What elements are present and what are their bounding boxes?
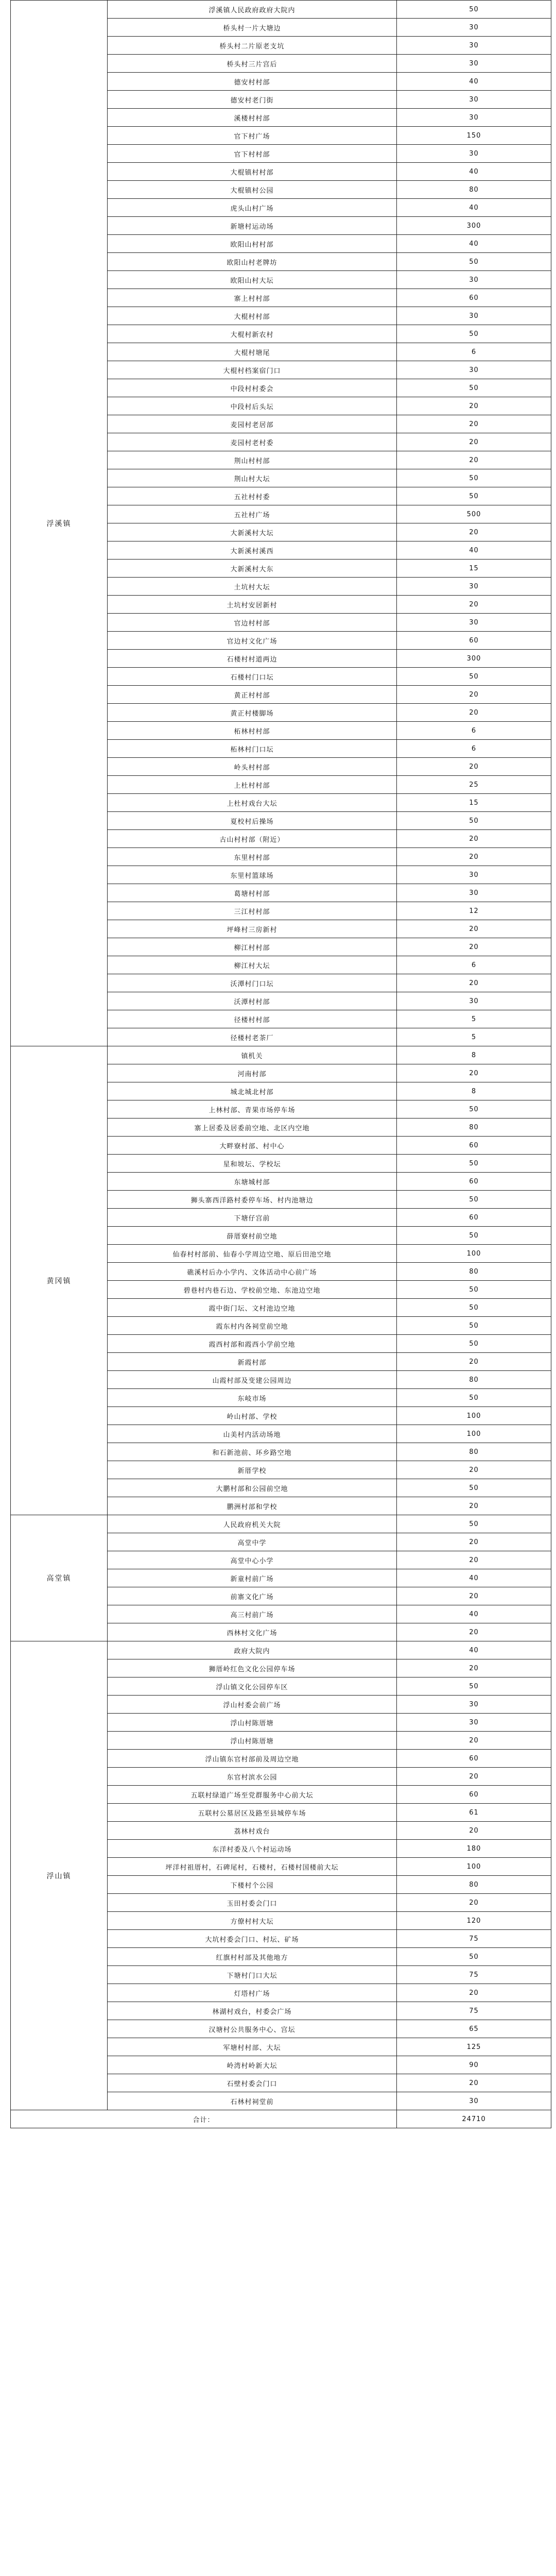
place-cell: 大棍村村部 bbox=[108, 307, 397, 325]
place-cell: 沃潭村门口坛 bbox=[108, 974, 397, 992]
count-cell: 30 bbox=[397, 19, 551, 37]
count-cell: 8 bbox=[397, 1082, 551, 1100]
count-cell: 20 bbox=[397, 1461, 551, 1479]
place-cell: 狮头寨西洋路村委停车场、村内池塘边 bbox=[108, 1191, 397, 1209]
count-cell: 30 bbox=[397, 271, 551, 289]
town-cell: 浮溪镇 bbox=[11, 1, 108, 1046]
count-cell: 15 bbox=[397, 794, 551, 812]
place-cell: 官边村村部 bbox=[108, 614, 397, 632]
place-cell: 高堂中心小学 bbox=[108, 1551, 397, 1569]
count-cell: 20 bbox=[397, 920, 551, 938]
count-cell: 30 bbox=[397, 2092, 551, 2110]
count-cell: 20 bbox=[397, 1623, 551, 1641]
town-cell: 浮山镇 bbox=[11, 1641, 108, 2110]
count-cell: 50 bbox=[397, 1677, 551, 1696]
place-cell: 麦园村老居部 bbox=[108, 415, 397, 433]
place-cell: 西林村文化广场 bbox=[108, 1623, 397, 1641]
place-cell: 欧阳山村村部 bbox=[108, 235, 397, 253]
place-cell: 大鹏村部和公园前空地 bbox=[108, 1479, 397, 1497]
count-cell: 50 bbox=[397, 1948, 551, 1966]
count-cell: 50 bbox=[397, 668, 551, 686]
place-cell: 大新溪村大坛 bbox=[108, 523, 397, 541]
count-cell: 75 bbox=[397, 1966, 551, 1984]
place-cell: 鹏洲村部和学校 bbox=[108, 1497, 397, 1515]
count-cell: 20 bbox=[397, 1659, 551, 1677]
place-cell: 汉塘村公共服务中心、宫坛 bbox=[108, 2020, 397, 2038]
total-label: 合计： bbox=[11, 2110, 397, 2128]
place-cell: 上杜村戏台大坛 bbox=[108, 794, 397, 812]
place-cell: 桥头村二片原老支坑 bbox=[108, 37, 397, 55]
count-cell: 20 bbox=[397, 704, 551, 722]
count-cell: 90 bbox=[397, 2056, 551, 2074]
place-cell: 荔林村戏台 bbox=[108, 1822, 397, 1840]
place-cell: 欧阳山村大坛 bbox=[108, 271, 397, 289]
place-cell: 中段村村委会 bbox=[108, 379, 397, 397]
count-cell: 20 bbox=[397, 1768, 551, 1786]
count-cell: 80 bbox=[397, 1263, 551, 1281]
count-cell: 30 bbox=[397, 145, 551, 163]
count-cell: 60 bbox=[397, 1209, 551, 1227]
count-cell: 180 bbox=[397, 1840, 551, 1858]
place-cell: 林湖村戏台，村委会广场 bbox=[108, 2002, 397, 2020]
count-cell: 50 bbox=[397, 487, 551, 505]
place-cell: 河南村部 bbox=[108, 1064, 397, 1082]
count-cell: 60 bbox=[397, 632, 551, 650]
place-cell: 镇机关 bbox=[108, 1046, 397, 1064]
place-cell: 石林村祠堂前 bbox=[108, 2092, 397, 2110]
place-cell: 径楼村村部 bbox=[108, 1010, 397, 1028]
count-cell: 20 bbox=[397, 938, 551, 956]
town-cell: 高堂镇 bbox=[11, 1515, 108, 1641]
table-row bbox=[11, 1046, 551, 1064]
place-cell: 碧巷村内巷石边、学校前空地、东池边空地 bbox=[108, 1281, 397, 1299]
place-cell: 山美村内活动场地 bbox=[108, 1425, 397, 1443]
count-cell: 80 bbox=[397, 1118, 551, 1137]
count-cell: 30 bbox=[397, 55, 551, 73]
count-cell: 50 bbox=[397, 1335, 551, 1353]
place-cell: 浮溪镇人民政府政府大院内 bbox=[108, 1, 397, 19]
place-cell: 岭山村部、学校 bbox=[108, 1407, 397, 1425]
place-cell: 径楼村老茶厂 bbox=[108, 1028, 397, 1046]
count-cell: 60 bbox=[397, 1750, 551, 1768]
count-cell: 20 bbox=[397, 1353, 551, 1371]
count-cell: 30 bbox=[397, 307, 551, 325]
count-cell: 20 bbox=[397, 1587, 551, 1605]
place-cell: 坪洋村祖厝村，石碑尾村，石楼村，石楼村国楼前大坛 bbox=[108, 1858, 397, 1876]
place-cell: 浮山镇东官村部前及周边空地 bbox=[108, 1750, 397, 1768]
count-cell: 40 bbox=[397, 199, 551, 217]
count-cell: 20 bbox=[397, 1533, 551, 1551]
count-cell: 20 bbox=[397, 1984, 551, 2002]
count-cell: 20 bbox=[397, 686, 551, 704]
place-cell: 大新溪村大东 bbox=[108, 560, 397, 578]
count-cell: 20 bbox=[397, 596, 551, 614]
count-cell: 30 bbox=[397, 109, 551, 127]
place-cell: 红旗村村部及其他地方 bbox=[108, 1948, 397, 1966]
place-cell: 大棍镇村公园 bbox=[108, 181, 397, 199]
place-cell: 桥头村三片宫后 bbox=[108, 55, 397, 73]
count-cell: 20 bbox=[397, 1064, 551, 1082]
count-cell: 300 bbox=[397, 217, 551, 235]
count-cell: 100 bbox=[397, 1407, 551, 1425]
place-cell: 新霞村部 bbox=[108, 1353, 397, 1371]
place-cell: 柳江村大坛 bbox=[108, 956, 397, 974]
count-cell: 150 bbox=[397, 127, 551, 145]
count-cell: 80 bbox=[397, 1876, 551, 1894]
place-cell: 下塘村门口大坛 bbox=[108, 1966, 397, 1984]
place-cell: 寨上村村部 bbox=[108, 289, 397, 307]
place-cell: 新童村前广场 bbox=[108, 1569, 397, 1587]
place-cell: 柘林村门口坛 bbox=[108, 740, 397, 758]
place-cell: 夏校村后操场 bbox=[108, 812, 397, 830]
count-cell: 20 bbox=[397, 415, 551, 433]
place-cell: 东塘城村部 bbox=[108, 1173, 397, 1191]
parking-table bbox=[10, 0, 551, 2128]
count-cell: 30 bbox=[397, 37, 551, 55]
place-cell: 下楼村个公园 bbox=[108, 1876, 397, 1894]
town-cell: 黄冈镇 bbox=[11, 1046, 108, 1515]
count-cell: 6 bbox=[397, 740, 551, 758]
count-cell: 60 bbox=[397, 1137, 551, 1155]
count-cell: 500 bbox=[397, 505, 551, 523]
place-cell: 上林村部、青果市场停车场 bbox=[108, 1100, 397, 1118]
place-cell: 霞中街门坛、文村池边空地 bbox=[108, 1299, 397, 1317]
place-cell: 石壁村委会门口 bbox=[108, 2074, 397, 2092]
place-cell: 岭湾村岭新大坛 bbox=[108, 2056, 397, 2074]
place-cell: 葛塘村村部 bbox=[108, 884, 397, 902]
count-cell: 50 bbox=[397, 1479, 551, 1497]
place-cell: 浮山镇文化公园停车区 bbox=[108, 1677, 397, 1696]
place-cell: 上杜村村部 bbox=[108, 776, 397, 794]
place-cell: 中段村后头坛 bbox=[108, 397, 397, 415]
place-cell: 下塘仔宫前 bbox=[108, 1209, 397, 1227]
count-cell: 30 bbox=[397, 361, 551, 379]
count-cell: 40 bbox=[397, 163, 551, 181]
place-cell: 浮山村委会前广场 bbox=[108, 1696, 397, 1714]
place-cell: 浮山村陈厝塘 bbox=[108, 1714, 397, 1732]
count-cell: 20 bbox=[397, 1894, 551, 1912]
count-cell: 50 bbox=[397, 1191, 551, 1209]
place-cell: 大棍村塘尾 bbox=[108, 343, 397, 361]
total-row bbox=[11, 2110, 551, 2128]
place-cell: 溪楼村村部 bbox=[108, 109, 397, 127]
place-cell: 三江村村部 bbox=[108, 902, 397, 920]
place-cell: 仙春村村部前、仙春小学周边空地、原后田池空地 bbox=[108, 1245, 397, 1263]
place-cell: 石楼村门口坛 bbox=[108, 668, 397, 686]
count-cell: 40 bbox=[397, 1605, 551, 1623]
count-cell: 5 bbox=[397, 1028, 551, 1046]
place-cell: 土坑村大坛 bbox=[108, 578, 397, 596]
count-cell: 20 bbox=[397, 397, 551, 415]
count-cell: 60 bbox=[397, 1786, 551, 1804]
place-cell: 岭头村村部 bbox=[108, 758, 397, 776]
place-cell: 和石新池前、环乡路空地 bbox=[108, 1443, 397, 1461]
place-cell: 东岐市场 bbox=[108, 1389, 397, 1407]
count-cell: 6 bbox=[397, 722, 551, 740]
place-cell: 霞东村内各祠堂前空地 bbox=[108, 1317, 397, 1335]
place-cell: 荆山村村部 bbox=[108, 451, 397, 469]
count-cell: 50 bbox=[397, 812, 551, 830]
place-cell: 山霞村部及变建公园周边 bbox=[108, 1371, 397, 1389]
place-cell: 黄正村村部 bbox=[108, 686, 397, 704]
count-cell: 6 bbox=[397, 343, 551, 361]
place-cell: 大坑村委会门口、村坛、矿场 bbox=[108, 1930, 397, 1948]
count-cell: 50 bbox=[397, 1100, 551, 1118]
place-cell: 土坑村安居新村 bbox=[108, 596, 397, 614]
place-cell: 狮厝岭红色文化公园停车场 bbox=[108, 1659, 397, 1677]
place-cell: 石楼村村道两边 bbox=[108, 650, 397, 668]
count-cell: 40 bbox=[397, 541, 551, 560]
count-cell: 20 bbox=[397, 523, 551, 541]
count-cell: 30 bbox=[397, 1714, 551, 1732]
place-cell: 玉田村委会门口 bbox=[108, 1894, 397, 1912]
place-cell: 荆山村大坛 bbox=[108, 469, 397, 487]
count-cell: 50 bbox=[397, 1155, 551, 1173]
count-cell: 50 bbox=[397, 1227, 551, 1245]
count-cell: 20 bbox=[397, 1551, 551, 1569]
count-cell: 20 bbox=[397, 433, 551, 451]
place-cell: 人民政府机关大院 bbox=[108, 1515, 397, 1533]
count-cell: 40 bbox=[397, 235, 551, 253]
count-cell: 30 bbox=[397, 91, 551, 109]
place-cell: 古山村村部（附近） bbox=[108, 830, 397, 848]
count-cell: 80 bbox=[397, 1443, 551, 1461]
place-cell: 桥头村一片大塘边 bbox=[108, 19, 397, 37]
count-cell: 20 bbox=[397, 1732, 551, 1750]
count-cell: 20 bbox=[397, 758, 551, 776]
count-cell: 60 bbox=[397, 289, 551, 307]
count-cell: 20 bbox=[397, 1822, 551, 1840]
place-cell: 霞西村部和霞西小学前空地 bbox=[108, 1335, 397, 1353]
count-cell: 6 bbox=[397, 956, 551, 974]
place-cell: 前寨文化广场 bbox=[108, 1587, 397, 1605]
place-cell: 高三村前广场 bbox=[108, 1605, 397, 1623]
count-cell: 50 bbox=[397, 1515, 551, 1533]
place-cell: 薛厝寮村前空地 bbox=[108, 1227, 397, 1245]
count-cell: 20 bbox=[397, 1497, 551, 1515]
place-cell: 德安村村部 bbox=[108, 73, 397, 91]
count-cell: 30 bbox=[397, 614, 551, 632]
count-cell: 30 bbox=[397, 1696, 551, 1714]
total-value: 24710 bbox=[397, 2110, 551, 2128]
count-cell: 100 bbox=[397, 1858, 551, 1876]
count-cell: 30 bbox=[397, 884, 551, 902]
count-cell: 50 bbox=[397, 1281, 551, 1299]
place-cell: 大棍镇村村部 bbox=[108, 163, 397, 181]
count-cell: 100 bbox=[397, 1245, 551, 1263]
place-cell: 虎头山村广场 bbox=[108, 199, 397, 217]
place-cell: 德安村老门街 bbox=[108, 91, 397, 109]
count-cell: 40 bbox=[397, 1641, 551, 1659]
place-cell: 大棍村新农村 bbox=[108, 325, 397, 343]
place-cell: 大畔寮村部、村中心 bbox=[108, 1137, 397, 1155]
count-cell: 15 bbox=[397, 560, 551, 578]
count-cell: 100 bbox=[397, 1425, 551, 1443]
count-cell: 60 bbox=[397, 1173, 551, 1191]
count-cell: 20 bbox=[397, 974, 551, 992]
place-cell: 麦园村老村委 bbox=[108, 433, 397, 451]
place-cell: 五联村公墓居区及路至县城停车场 bbox=[108, 1804, 397, 1822]
place-cell: 浮山村陈厝塘 bbox=[108, 1732, 397, 1750]
count-cell: 20 bbox=[397, 451, 551, 469]
count-cell: 50 bbox=[397, 1, 551, 19]
count-cell: 30 bbox=[397, 992, 551, 1010]
table-row bbox=[11, 1515, 551, 1533]
place-cell: 东里村村部 bbox=[108, 848, 397, 866]
count-cell: 50 bbox=[397, 1299, 551, 1317]
place-cell: 沃潭村村部 bbox=[108, 992, 397, 1010]
count-cell: 50 bbox=[397, 379, 551, 397]
count-cell: 30 bbox=[397, 578, 551, 596]
place-cell: 官下村村部 bbox=[108, 145, 397, 163]
count-cell: 30 bbox=[397, 866, 551, 884]
count-cell: 120 bbox=[397, 1912, 551, 1930]
place-cell: 星和坡坛、学校坛 bbox=[108, 1155, 397, 1173]
count-cell: 61 bbox=[397, 1804, 551, 1822]
count-cell: 20 bbox=[397, 848, 551, 866]
place-cell: 政府大院内 bbox=[108, 1641, 397, 1659]
count-cell: 80 bbox=[397, 1371, 551, 1389]
count-cell: 20 bbox=[397, 830, 551, 848]
place-cell: 五联村绿道广场至党群服务中心前大坛 bbox=[108, 1786, 397, 1804]
place-cell: 欧阳山村老牌坊 bbox=[108, 253, 397, 271]
place-cell: 军塘村村部、大坛 bbox=[108, 2038, 397, 2056]
table-body bbox=[11, 1, 551, 2128]
place-cell: 方僚村村大坛 bbox=[108, 1912, 397, 1930]
place-cell: 东里村篮球场 bbox=[108, 866, 397, 884]
count-cell: 125 bbox=[397, 2038, 551, 2056]
place-cell: 新厝学校 bbox=[108, 1461, 397, 1479]
count-cell: 65 bbox=[397, 2020, 551, 2038]
data-table bbox=[10, 0, 551, 2128]
place-cell: 大棍村档案宿门口 bbox=[108, 361, 397, 379]
count-cell: 75 bbox=[397, 1930, 551, 1948]
count-cell: 50 bbox=[397, 1389, 551, 1407]
count-cell: 20 bbox=[397, 2074, 551, 2092]
place-cell: 五社村村委 bbox=[108, 487, 397, 505]
place-cell: 黄正村楼脚场 bbox=[108, 704, 397, 722]
place-cell: 新塘村运动场 bbox=[108, 217, 397, 235]
count-cell: 25 bbox=[397, 776, 551, 794]
count-cell: 12 bbox=[397, 902, 551, 920]
count-cell: 5 bbox=[397, 1010, 551, 1028]
count-cell: 40 bbox=[397, 1569, 551, 1587]
place-cell: 礁溪村后办小学内、文体活动中心前广场 bbox=[108, 1263, 397, 1281]
place-cell: 东洋村委及八个村运动场 bbox=[108, 1840, 397, 1858]
count-cell: 75 bbox=[397, 2002, 551, 2020]
place-cell: 城北城北村部 bbox=[108, 1082, 397, 1100]
place-cell: 五社村广场 bbox=[108, 505, 397, 523]
table-row bbox=[11, 1, 551, 19]
count-cell: 50 bbox=[397, 469, 551, 487]
count-cell: 50 bbox=[397, 325, 551, 343]
place-cell: 大新溪村溪西 bbox=[108, 541, 397, 560]
place-cell: 东官村滨水公园 bbox=[108, 1768, 397, 1786]
place-cell: 寨上居委及居委前空地、北区内空地 bbox=[108, 1118, 397, 1137]
place-cell: 柳江村村部 bbox=[108, 938, 397, 956]
count-cell: 300 bbox=[397, 650, 551, 668]
place-cell: 官边村文化广场 bbox=[108, 632, 397, 650]
table-row bbox=[11, 1641, 551, 1659]
place-cell: 高堂中学 bbox=[108, 1533, 397, 1551]
count-cell: 50 bbox=[397, 1317, 551, 1335]
count-cell: 8 bbox=[397, 1046, 551, 1064]
count-cell: 50 bbox=[397, 253, 551, 271]
place-cell: 灯塔村广场 bbox=[108, 1984, 397, 2002]
place-cell: 柘林村村部 bbox=[108, 722, 397, 740]
place-cell: 坪峰村三房新村 bbox=[108, 920, 397, 938]
place-cell: 官下村广场 bbox=[108, 127, 397, 145]
count-cell: 40 bbox=[397, 73, 551, 91]
count-cell: 80 bbox=[397, 181, 551, 199]
